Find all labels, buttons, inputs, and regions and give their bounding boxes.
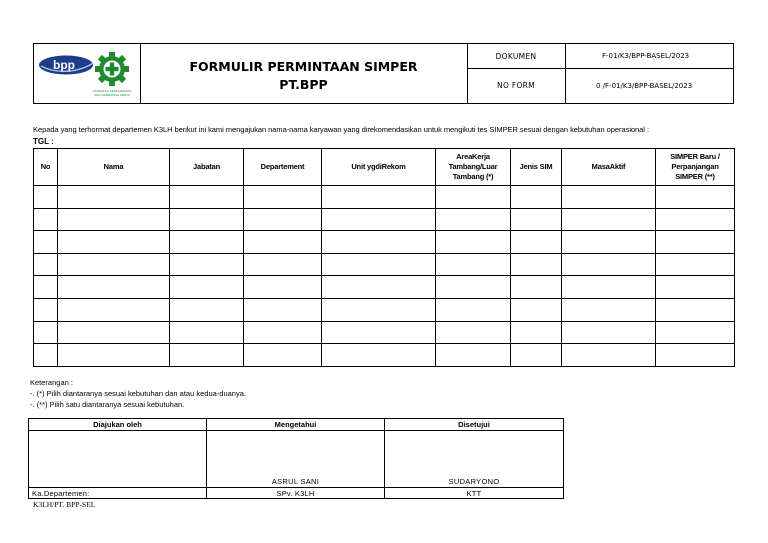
signature-role-diajukan: Ka.Departemen: — [29, 488, 207, 499]
table-cell[interactable] — [170, 208, 244, 231]
table-cell[interactable] — [511, 231, 562, 254]
table-cell[interactable] — [436, 186, 511, 209]
table-cell[interactable] — [511, 344, 562, 367]
table-cell[interactable] — [562, 186, 656, 209]
table-cell[interactable] — [170, 231, 244, 254]
table-cell[interactable] — [656, 208, 735, 231]
form-title — [140, 44, 468, 103]
table-cell[interactable] — [244, 276, 322, 299]
column-header-line: No — [40, 162, 51, 171]
logo-cell — [34, 44, 141, 103]
table-cell[interactable] — [170, 321, 244, 344]
table-cell[interactable] — [58, 253, 170, 276]
column-header — [656, 149, 735, 186]
table-cell[interactable] — [170, 344, 244, 367]
table-cell[interactable] — [170, 186, 244, 209]
no-form-label: NO FORM — [467, 68, 566, 103]
note-item-1: -. (*) Pilih diantaranya sesuai kebutuhan dan atau kedua-duanya. — [30, 389, 246, 398]
column-header-line: SIMPER (**) — [675, 172, 715, 181]
table-row — [34, 276, 735, 299]
form-title-line2: PT.BPP — [279, 77, 328, 92]
table-cell[interactable] — [170, 276, 244, 299]
table-row — [34, 208, 735, 231]
table-cell[interactable] — [511, 298, 562, 321]
table-cell[interactable] — [58, 344, 170, 367]
table-cell[interactable] — [34, 253, 58, 276]
table-cell[interactable] — [436, 208, 511, 231]
document-header — [33, 43, 734, 104]
column-header — [322, 149, 436, 186]
column-header-line: Nama — [103, 162, 124, 171]
request-table — [33, 148, 735, 367]
k3-gear-icon — [95, 52, 129, 86]
footer-note: K3LH/PT. BPP-SEL — [33, 500, 96, 509]
table-cell[interactable] — [511, 208, 562, 231]
no-form-row — [467, 68, 733, 103]
table-cell[interactable] — [322, 208, 436, 231]
table-cell[interactable] — [511, 276, 562, 299]
svg-text:UTAMAKAN KESELAMATAN: UTAMAKAN KESELAMATAN — [92, 89, 132, 93]
table-cell[interactable] — [244, 253, 322, 276]
table-cell[interactable] — [58, 186, 170, 209]
column-header — [562, 149, 656, 186]
table-cell[interactable] — [34, 186, 58, 209]
signature-space-mengetahui[interactable] — [207, 431, 385, 477]
table-cell[interactable] — [244, 186, 322, 209]
dokumen-row — [467, 44, 733, 69]
table-cell[interactable] — [244, 208, 322, 231]
table-cell[interactable] — [34, 321, 58, 344]
signature-header-row — [29, 419, 564, 431]
table-cell[interactable] — [562, 298, 656, 321]
table-cell[interactable] — [436, 253, 511, 276]
column-header — [34, 149, 58, 186]
table-cell[interactable] — [34, 231, 58, 254]
table-row — [34, 253, 735, 276]
column-header-line: SIMPER Baru / — [670, 152, 720, 161]
column-header — [58, 149, 170, 186]
svg-text:DAN KESEHATAN KERJA: DAN KESEHATAN KERJA — [94, 93, 130, 97]
column-header-line: Tambang (*) — [452, 172, 494, 181]
table-cell[interactable] — [322, 231, 436, 254]
column-header-line: Unit ygdiRekom — [351, 162, 406, 171]
table-cell[interactable] — [436, 321, 511, 344]
signature-table — [28, 418, 564, 499]
table-cell[interactable] — [170, 253, 244, 276]
form-title-line1: FORMULIR PERMINTAAN SIMPER — [189, 59, 418, 74]
table-cell[interactable] — [170, 298, 244, 321]
table-header-row — [34, 149, 735, 186]
dokumen-label: DOKUMEN — [467, 44, 566, 68]
table-cell[interactable] — [656, 344, 735, 367]
table-cell[interactable] — [656, 321, 735, 344]
table-cell[interactable] — [656, 253, 735, 276]
table-cell[interactable] — [58, 321, 170, 344]
signature-role-disetujui: KTT — [385, 488, 564, 499]
table-row — [34, 231, 735, 254]
table-cell[interactable] — [322, 344, 436, 367]
column-header-line: Jabatan — [193, 162, 220, 171]
intro-text: Kepada yang terhormat departemen K3LH berikut ini kami mengajukan nama-nama karyawan yang direkomendasikan untuk mengikuti tes SIMPER sesuai dengan kebutuhan operasional : — [33, 125, 649, 134]
table-cell[interactable] — [322, 298, 436, 321]
column-header-line: Departement — [260, 162, 305, 171]
table-cell[interactable] — [436, 298, 511, 321]
column-header — [511, 149, 562, 186]
dokumen-value: F-01/K3/BPP-BASEL/2023 — [602, 52, 690, 60]
table-body — [34, 186, 735, 367]
table-cell[interactable] — [562, 231, 656, 254]
company-logo — [36, 50, 140, 98]
table-cell[interactable] — [34, 298, 58, 321]
table-cell[interactable] — [58, 208, 170, 231]
table-cell[interactable] — [244, 344, 322, 367]
svg-text:bpp: bpp — [53, 58, 75, 72]
table-cell[interactable] — [562, 253, 656, 276]
table-cell[interactable] — [322, 186, 436, 209]
signature-header-diajukan: Diajukan oleh — [29, 419, 207, 431]
column-header — [170, 149, 244, 186]
table-cell[interactable] — [656, 298, 735, 321]
table-cell[interactable] — [322, 321, 436, 344]
table-cell[interactable] — [562, 208, 656, 231]
table-cell[interactable] — [656, 276, 735, 299]
signature-space-diajukan[interactable] — [29, 431, 207, 488]
table-cell[interactable] — [436, 231, 511, 254]
signature-header-disetujui: Disetujui — [385, 419, 564, 431]
table-cell[interactable] — [34, 208, 58, 231]
column-header-line: Tambang/Luar — [448, 162, 498, 171]
signature-header-mengetahui: Mengetahui — [207, 419, 385, 431]
table-cell[interactable] — [34, 276, 58, 299]
table-row — [34, 298, 735, 321]
column-header-line: AreaKerja — [456, 152, 490, 161]
note-item-2: -. (**) Pilih satu diantaranya sesuai kebutuhan. — [30, 400, 185, 409]
table-cell[interactable] — [322, 253, 436, 276]
column-header — [436, 149, 511, 186]
table-cell[interactable] — [511, 321, 562, 344]
signature-space-disetujui[interactable] — [385, 431, 564, 477]
column-header-line: Perpanjangan — [671, 162, 719, 171]
signature-name-disetujui: SUDARYONO — [385, 476, 564, 488]
signature-role-mengetahui: SPv. K3LH — [207, 488, 385, 499]
table-cell[interactable] — [244, 231, 322, 254]
bpp-logo-icon — [39, 56, 93, 75]
signature-name-mengetahui: ASRUL SANI — [207, 476, 385, 488]
table-row — [34, 186, 735, 209]
column-header — [244, 149, 322, 186]
notes-section — [30, 377, 246, 410]
table-cell[interactable] — [58, 276, 170, 299]
notes-heading: Keterangan : — [30, 378, 73, 387]
tgl-label: TGL : — [33, 137, 54, 146]
table-row — [34, 321, 735, 344]
table-cell[interactable] — [511, 253, 562, 276]
table-cell[interactable] — [322, 276, 436, 299]
column-header-line: Jenis SIM — [519, 162, 553, 171]
table-cell[interactable] — [562, 321, 656, 344]
table-cell[interactable] — [436, 344, 511, 367]
table-cell[interactable] — [511, 186, 562, 209]
table-cell[interactable] — [244, 321, 322, 344]
table-cell[interactable] — [562, 276, 656, 299]
table-cell[interactable] — [34, 344, 58, 367]
signature-role-row — [29, 488, 564, 499]
table-cell[interactable] — [436, 276, 511, 299]
table-cell[interactable] — [58, 231, 170, 254]
table-cell[interactable] — [562, 344, 656, 367]
table-cell[interactable] — [656, 186, 735, 209]
table-cell[interactable] — [656, 231, 735, 254]
table-cell[interactable] — [244, 298, 322, 321]
no-form-value: 0 /F-01/K3/BPP-BASEL/2023 — [596, 81, 693, 90]
table-row — [34, 344, 735, 367]
column-header-line: MasaAktif — [591, 162, 626, 171]
table-cell[interactable] — [58, 298, 170, 321]
signature-space-row — [29, 431, 564, 477]
